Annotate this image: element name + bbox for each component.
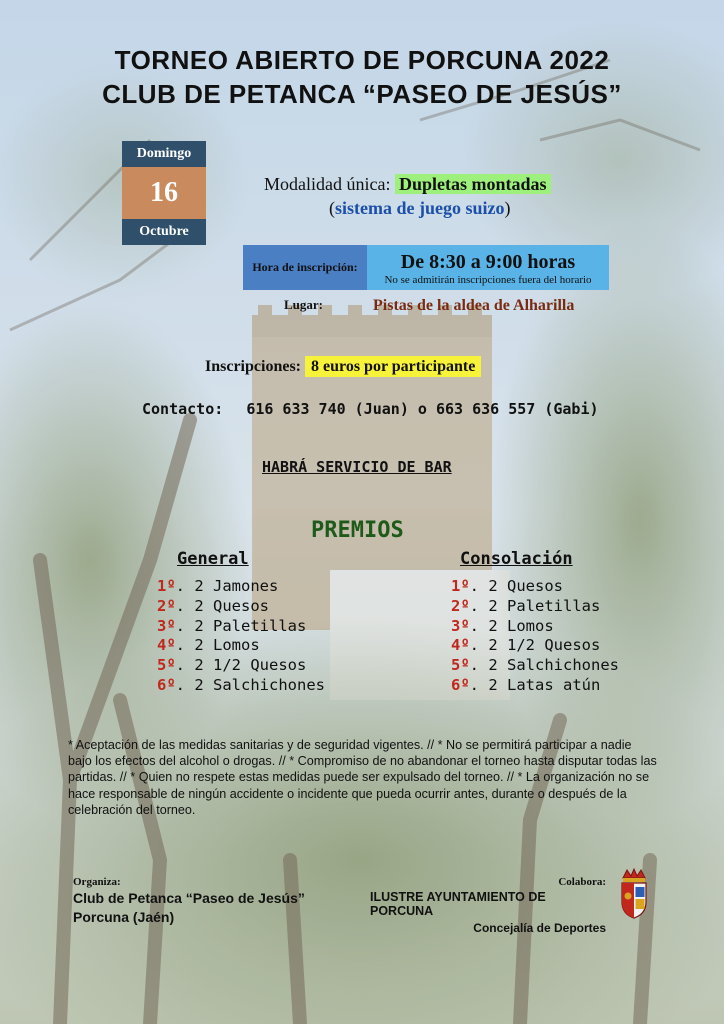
prize-text: . 2 Quesos [175, 596, 269, 615]
list-item [451, 617, 619, 637]
prize-rank: 5º [157, 656, 176, 675]
prize-text: . 2 1/2 Quesos [175, 656, 307, 675]
modalidad-note: sistema de juego suizo [335, 198, 505, 218]
prize-text: . 2 Paletillas [175, 616, 307, 635]
collaborator-name: ILUSTRE AYUNTAMIENTO DE PORCUNA [370, 890, 546, 918]
prize-rank: 6º [157, 675, 176, 694]
prize-rank: 3º [451, 616, 470, 635]
collaborator-dept: Concejalía de Deportes [473, 921, 606, 935]
lugar-value: Pistas de la aldea de Alharilla [373, 297, 575, 314]
title-line-1: TORNEO ABIERTO DE PORCUNA 2022 [114, 45, 610, 75]
list-item [157, 636, 325, 656]
list-item [157, 676, 325, 696]
prize-rank: 1º [451, 577, 470, 595]
paren-open: ( [329, 198, 335, 218]
list-item [451, 656, 619, 676]
prize-text: . 2 Latas atún [469, 675, 601, 694]
contact-phones: 616 633 740 (Juan) o 663 636 557 (Gabi) [246, 400, 599, 418]
lugar-label-row [284, 297, 323, 313]
lugar-colon: : [318, 297, 324, 312]
inscription-time-box [243, 245, 609, 290]
collaborator-label: Colabora: [558, 876, 606, 888]
prize-rank: 5º [451, 656, 470, 675]
paren-close: ) [504, 198, 511, 218]
inscription-time-value: De 8:30 a 9:00 horas [400, 251, 576, 273]
inscription-time-panel [367, 245, 609, 290]
date-weekday: Domingo [122, 141, 206, 167]
fee-label: Inscripciones: [205, 358, 301, 375]
modalidad-note-row [329, 198, 511, 219]
general-prize-list [157, 577, 325, 696]
list-item [451, 676, 619, 696]
prize-text: . 2 1/2 Quesos [469, 636, 601, 655]
prize-text: . 2 Jamones [175, 577, 279, 595]
modalidad-label: Modalidad única: [264, 174, 391, 194]
organizer-block [73, 876, 305, 925]
organizer-label: Organiza: [73, 876, 121, 888]
prize-text: . 2 Paletillas [469, 596, 601, 615]
title-line-2: CLUB DE PETANCA “PASEO DE JESÚS” [102, 79, 622, 109]
collaborator-block [370, 876, 606, 935]
inscription-time-warning: No se admitirán inscripciones fuera del horario [384, 274, 592, 286]
premios-title: PREMIOS [311, 518, 404, 543]
consolacion-prize-list [451, 577, 619, 696]
prize-rank: 4º [451, 636, 470, 655]
prize-rank: 4º [157, 636, 176, 655]
contact-row [142, 400, 599, 418]
modalidad-row [264, 174, 551, 195]
list-item [157, 597, 325, 617]
prize-rank: 2º [157, 596, 176, 615]
prize-rank: 2º [451, 596, 470, 615]
organizer-name: Club de Petanca “Paseo de Jesús” [73, 890, 305, 906]
prize-text: . 2 Lomos [175, 636, 260, 655]
list-item [451, 636, 619, 656]
rules-notes: * Aceptación de las medidas sanitarias y de seguridad vigentes. // * No se permitirá participar a nadie bajo los efectos del alcohol o drogas. // * Compromiso de no abandonar el torneo hasta disputar todas las partidas. // * Quien no respete estas medidas puede ser expulsado del torneo. // * La organización no se hace responsable de ningún accidente o incidente que pueda ocurrir antes, durante o después de la celebración del torneo. [68, 738, 657, 817]
date-day: 16 [122, 167, 206, 219]
prize-text: . 2 Quesos [469, 577, 563, 595]
prize-rank: 6º [451, 675, 470, 694]
list-item [157, 617, 325, 637]
prize-rank: 1º [157, 577, 176, 595]
inscription-time-label: Hora de inscripción: [243, 245, 367, 290]
prize-text: . 2 Salchichones [469, 656, 619, 675]
porcuna-coat-of-arms-icon [619, 868, 649, 920]
consolacion-title: Consolación [460, 549, 573, 569]
list-item [157, 656, 325, 676]
organizer-location: Porcuna (Jaén) [73, 909, 175, 925]
modalidad-value: Dupletas montadas [395, 174, 551, 194]
prize-rank: 3º [157, 616, 176, 635]
bar-service: HABRÁ SERVICIO DE BAR [262, 458, 452, 476]
general-title: General [177, 549, 249, 569]
contact-label: Contacto: [142, 400, 224, 418]
date-month: Octubre [122, 219, 206, 245]
list-item [451, 577, 619, 597]
list-item [157, 577, 325, 597]
fee-row [205, 358, 481, 376]
date-calendar [122, 141, 206, 245]
lugar-label: Lugar [284, 297, 319, 312]
prize-text: . 2 Lomos [469, 616, 554, 635]
fee-value: 8 euros por participante [305, 356, 481, 377]
list-item [451, 597, 619, 617]
prize-text: . 2 Salchichones [175, 675, 325, 694]
